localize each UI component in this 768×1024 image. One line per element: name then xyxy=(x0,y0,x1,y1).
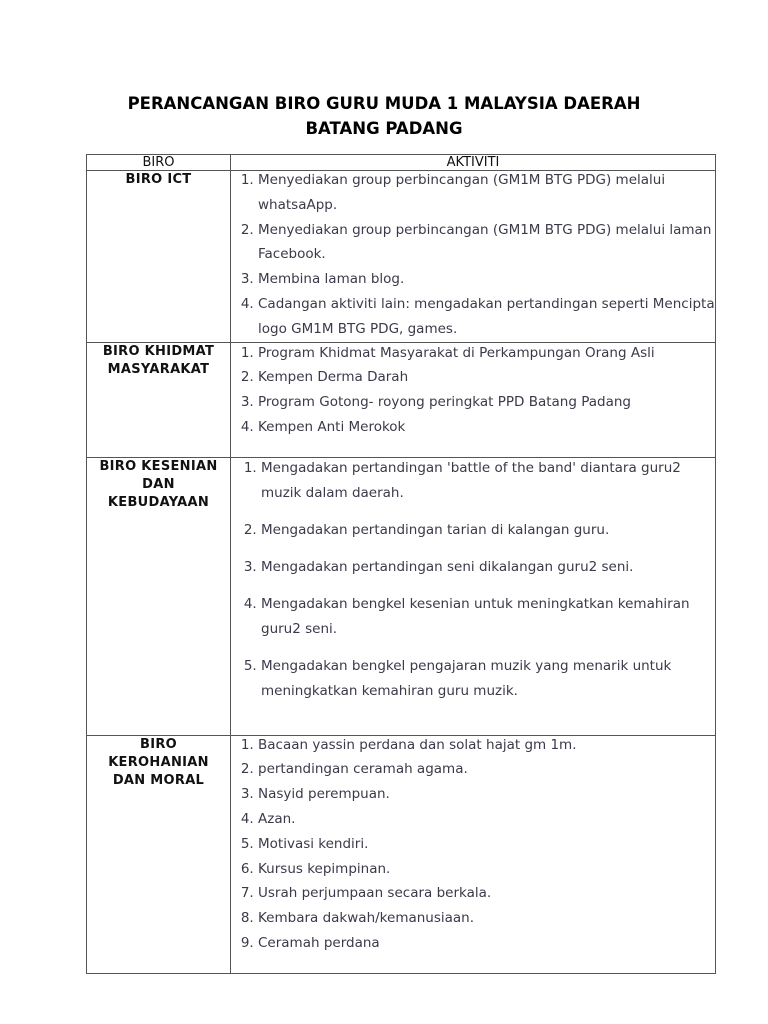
biro-name-line: BIRO KHIDMAT xyxy=(102,343,215,359)
aktiviti-cell xyxy=(231,342,716,457)
list-item: 3. Nasyid perempuan. xyxy=(258,782,715,807)
list-item: 6. Kursus kepimpinan. xyxy=(258,857,715,882)
biro-activity-table xyxy=(86,154,716,974)
list-item: 1. Mengadakan pertandingan 'battle of the band' diantara guru2 muzik dalam daerah. xyxy=(261,456,715,506)
biro-cell xyxy=(87,342,231,457)
document-title xyxy=(0,92,768,141)
aktiviti-list xyxy=(231,341,715,440)
biro-name-line: BIRO xyxy=(139,736,177,752)
table-row xyxy=(87,735,716,973)
table-row xyxy=(87,457,716,735)
list-item: 3. Program Gotong- royong peringkat PPD Batang Padang xyxy=(258,390,715,415)
list-item: 3. Membina laman blog. xyxy=(258,267,715,292)
title-line-1: PERANCANGAN BIRO GURU MUDA 1 MALAYSIA DAERAH xyxy=(127,94,641,113)
list-item: 4. Mengadakan bengkel kesenian untuk meningkatkan kemahiran guru2 seni. xyxy=(261,592,715,642)
list-item: 2. pertandingan ceramah agama. xyxy=(258,757,715,782)
list-item: 1. Bacaan yassin perdana dan solat hajat gm 1m. xyxy=(258,733,715,758)
list-item: 5. Mengadakan bengkel pengajaran muzik yang menarik untuk meningkatkan kemahiran guru muzik. xyxy=(261,654,715,704)
list-item: 8. Kembara dakwah/kemanusiaan. xyxy=(258,906,715,931)
list-item: 4. Azan. xyxy=(258,807,715,832)
header-biro: BIRO xyxy=(87,155,231,171)
aktiviti-list xyxy=(231,168,715,342)
list-item: 7. Usrah perjumpaan secara berkala. xyxy=(258,881,715,906)
biro-name-line: KEROHANIAN xyxy=(108,754,209,770)
biro-cell xyxy=(87,457,231,735)
header-aktiviti: AKTIVITI xyxy=(231,155,716,171)
list-item: 5. Motivasi kendiri. xyxy=(258,832,715,857)
title-line-2: BATANG PADANG xyxy=(305,118,463,138)
biro-name-line: MASYARAKAT xyxy=(107,361,210,377)
biro-cell xyxy=(87,171,231,343)
list-item: 4. Kempen Anti Merokok xyxy=(258,415,715,440)
biro-cell xyxy=(87,735,231,973)
list-item: 3. Mengadakan pertandingan seni dikalangan guru2 seni. xyxy=(261,555,715,580)
aktiviti-cell xyxy=(231,457,716,735)
biro-name-line: DAN MORAL xyxy=(112,772,205,788)
aktiviti-list xyxy=(231,456,715,704)
list-item: 1. Menyediakan group perbincangan (GM1M BTG PDG) melalui whatsaApp. xyxy=(258,168,715,218)
list-item: 9. Ceramah perdana xyxy=(258,931,715,956)
biro-name-line: BIRO KESENIAN xyxy=(99,458,218,474)
aktiviti-list xyxy=(231,733,715,956)
table-row xyxy=(87,171,716,343)
list-item: 2. Kempen Derma Darah xyxy=(258,365,715,390)
list-item: 2. Mengadakan pertandingan tarian di kalangan guru. xyxy=(261,518,715,543)
biro-name-line: BIRO ICT xyxy=(125,172,192,187)
aktiviti-cell xyxy=(231,735,716,973)
biro-name-line: DAN xyxy=(142,476,175,492)
list-item: 2. Menyediakan group perbincangan (GM1M BTG PDG) melalui laman Facebook. xyxy=(258,218,715,268)
aktiviti-cell xyxy=(231,171,716,343)
table-row xyxy=(87,342,716,457)
list-item: 4. Cadangan aktiviti lain: mengadakan pertandingan seperti Mencipta logo GM1M BTG PDG, games. xyxy=(258,292,715,342)
list-item: 1. Program Khidmat Masyarakat di Perkampungan Orang Asli xyxy=(258,341,715,366)
biro-name-line: KEBUDAYAAN xyxy=(107,494,210,510)
